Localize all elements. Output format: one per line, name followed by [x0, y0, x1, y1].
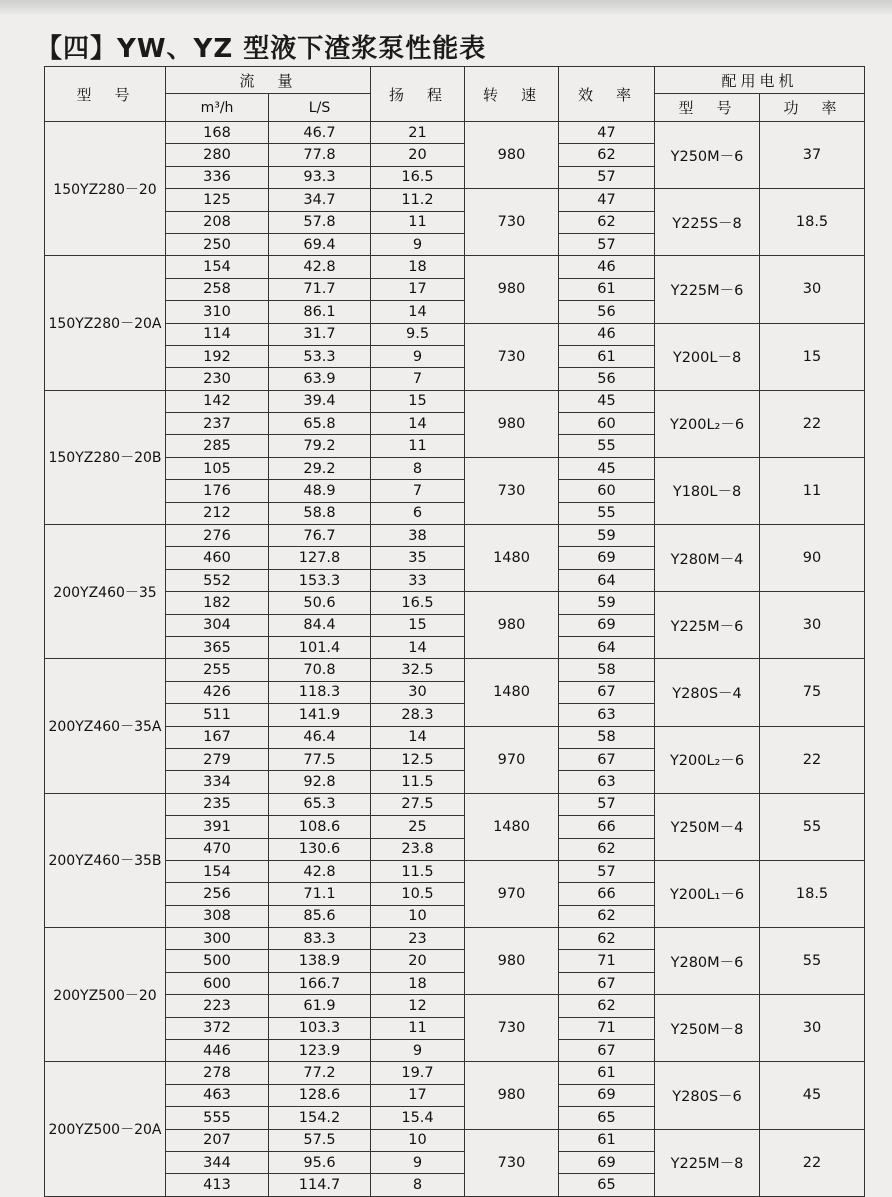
flow-ls-cell: 85.6 — [269, 905, 371, 927]
efficiency-cell: 71 — [559, 950, 655, 972]
flow-ls-cell: 29.2 — [269, 457, 371, 479]
table-row — [45, 928, 865, 950]
efficiency-cell: 64 — [559, 636, 655, 658]
head-cell: 32.5 — [371, 659, 465, 681]
flow-ls-cell: 65.3 — [269, 793, 371, 815]
efficiency-cell: 60 — [559, 480, 655, 502]
header-motor-model: 型 号 — [655, 94, 760, 122]
page-title: 【四】YW、YZ 型液下渣浆泵性能表 — [36, 34, 487, 64]
head-cell: 11 — [371, 435, 465, 457]
efficiency-cell: 59 — [559, 592, 655, 614]
motor-model-cell: Y250M－6 — [655, 122, 760, 189]
head-cell: 16.5 — [371, 592, 465, 614]
table-body — [45, 122, 865, 1197]
head-cell: 7 — [371, 480, 465, 502]
flow-ls-cell: 50.6 — [269, 592, 371, 614]
flow-ls-cell: 123.9 — [269, 1040, 371, 1062]
table-row — [45, 323, 865, 345]
head-cell: 10.5 — [371, 883, 465, 905]
head-cell: 6 — [371, 502, 465, 524]
efficiency-cell: 62 — [559, 144, 655, 166]
head-cell: 23 — [371, 928, 465, 950]
motor-model-cell: Y200L－8 — [655, 323, 760, 390]
flow-ls-cell: 42.8 — [269, 256, 371, 278]
efficiency-cell: 58 — [559, 659, 655, 681]
efficiency-cell: 67 — [559, 1040, 655, 1062]
flow-m3h-cell: 223 — [166, 995, 269, 1017]
motor-power-cell: 11 — [760, 457, 865, 524]
head-cell: 15 — [371, 614, 465, 636]
head-cell: 12 — [371, 995, 465, 1017]
efficiency-cell: 66 — [559, 883, 655, 905]
flow-m3h-cell: 413 — [166, 1174, 269, 1196]
efficiency-cell: 69 — [559, 1084, 655, 1106]
flow-ls-cell: 127.8 — [269, 547, 371, 569]
head-cell: 14 — [371, 413, 465, 435]
efficiency-cell: 61 — [559, 1129, 655, 1151]
motor-power-cell: 22 — [760, 390, 865, 457]
motor-model-cell: Y180L－8 — [655, 457, 760, 524]
flow-m3h-cell: 154 — [166, 860, 269, 882]
flow-m3h-cell: 255 — [166, 659, 269, 681]
efficiency-cell: 69 — [559, 547, 655, 569]
motor-power-cell: 75 — [760, 659, 865, 726]
flow-ls-cell: 93.3 — [269, 166, 371, 188]
flow-m3h-cell: 250 — [166, 233, 269, 255]
speed-cell: 730 — [465, 323, 559, 390]
motor-power-cell: 37 — [760, 122, 865, 189]
table-row — [45, 1062, 865, 1084]
flow-ls-cell: 101.4 — [269, 636, 371, 658]
flow-ls-cell: 42.8 — [269, 860, 371, 882]
head-cell: 14 — [371, 301, 465, 323]
table-row — [45, 390, 865, 412]
flow-ls-cell: 57.8 — [269, 211, 371, 233]
motor-power-cell: 55 — [760, 793, 865, 860]
flow-m3h-cell: 600 — [166, 972, 269, 994]
flow-m3h-cell: 278 — [166, 1062, 269, 1084]
flow-ls-cell: 130.6 — [269, 838, 371, 860]
table-row — [45, 592, 865, 614]
flow-m3h-cell: 279 — [166, 748, 269, 770]
pump-model-cell: 150YZ280－20 — [45, 122, 166, 256]
motor-model-cell: Y200L₁－6 — [655, 860, 760, 927]
motor-power-cell: 45 — [760, 1062, 865, 1129]
motor-power-cell: 90 — [760, 525, 865, 592]
flow-m3h-cell: 304 — [166, 614, 269, 636]
head-cell: 21 — [371, 122, 465, 144]
flow-m3h-cell: 237 — [166, 413, 269, 435]
motor-power-cell: 22 — [760, 1129, 865, 1196]
efficiency-cell: 65 — [559, 1174, 655, 1196]
table-row — [45, 256, 865, 278]
flow-m3h-cell: 552 — [166, 569, 269, 591]
efficiency-cell: 62 — [559, 995, 655, 1017]
table-row — [45, 793, 865, 815]
pump-model-cell: 200YZ460－35B — [45, 793, 166, 927]
flow-ls-cell: 79.2 — [269, 435, 371, 457]
flow-m3h-cell: 230 — [166, 368, 269, 390]
speed-cell: 730 — [465, 1129, 559, 1196]
flow-ls-cell: 154.2 — [269, 1107, 371, 1129]
efficiency-cell: 61 — [559, 278, 655, 300]
motor-model-cell: Y250M－4 — [655, 793, 760, 860]
head-cell: 20 — [371, 144, 465, 166]
flow-m3h-cell: 276 — [166, 525, 269, 547]
head-cell: 7 — [371, 368, 465, 390]
efficiency-cell: 45 — [559, 457, 655, 479]
flow-m3h-cell: 463 — [166, 1084, 269, 1106]
flow-ls-cell: 166.7 — [269, 972, 371, 994]
flow-m3h-cell: 114 — [166, 323, 269, 345]
head-cell: 30 — [371, 681, 465, 703]
flow-ls-cell: 57.5 — [269, 1129, 371, 1151]
efficiency-cell: 46 — [559, 323, 655, 345]
flow-ls-cell: 103.3 — [269, 1017, 371, 1039]
speed-cell: 970 — [465, 726, 559, 793]
table-row — [45, 122, 865, 144]
flow-m3h-cell: 285 — [166, 435, 269, 457]
header-model: 型 号 — [45, 67, 166, 122]
efficiency-cell: 57 — [559, 793, 655, 815]
head-cell: 27.5 — [371, 793, 465, 815]
motor-model-cell: Y225S－8 — [655, 189, 760, 256]
table-row — [45, 189, 865, 211]
motor-power-cell: 55 — [760, 928, 865, 995]
efficiency-cell: 55 — [559, 435, 655, 457]
motor-model-cell: Y200L₂－6 — [655, 726, 760, 793]
motor-power-cell: 30 — [760, 995, 865, 1062]
flow-m3h-cell: 344 — [166, 1151, 269, 1173]
efficiency-cell: 59 — [559, 525, 655, 547]
flow-ls-cell: 69.4 — [269, 233, 371, 255]
motor-power-cell: 18.5 — [760, 189, 865, 256]
speed-cell: 730 — [465, 995, 559, 1062]
performance-table — [44, 66, 865, 1197]
flow-m3h-cell: 167 — [166, 726, 269, 748]
motor-model-cell: Y280M－4 — [655, 525, 760, 592]
head-cell: 17 — [371, 1084, 465, 1106]
efficiency-cell: 61 — [559, 345, 655, 367]
efficiency-cell: 67 — [559, 748, 655, 770]
head-cell: 11 — [371, 1017, 465, 1039]
flow-ls-cell: 83.3 — [269, 928, 371, 950]
efficiency-cell: 64 — [559, 569, 655, 591]
header-flow-ls: L/S — [269, 94, 371, 122]
flow-m3h-cell: 336 — [166, 166, 269, 188]
head-cell: 9 — [371, 233, 465, 255]
speed-cell: 730 — [465, 189, 559, 256]
flow-ls-cell: 153.3 — [269, 569, 371, 591]
motor-model-cell: Y280S－6 — [655, 1062, 760, 1129]
motor-model-cell: Y225M－6 — [655, 592, 760, 659]
table-row — [45, 726, 865, 748]
flow-m3h-cell: 511 — [166, 704, 269, 726]
efficiency-cell: 61 — [559, 1062, 655, 1084]
flow-ls-cell: 92.8 — [269, 771, 371, 793]
head-cell: 9 — [371, 345, 465, 367]
flow-m3h-cell: 258 — [166, 278, 269, 300]
head-cell: 18 — [371, 972, 465, 994]
speed-cell: 980 — [465, 390, 559, 457]
speed-cell: 730 — [465, 457, 559, 524]
motor-power-cell: 22 — [760, 726, 865, 793]
head-cell: 20 — [371, 950, 465, 972]
head-cell: 33 — [371, 569, 465, 591]
flow-ls-cell: 34.7 — [269, 189, 371, 211]
efficiency-cell: 62 — [559, 838, 655, 860]
flow-ls-cell: 71.1 — [269, 883, 371, 905]
flow-m3h-cell: 446 — [166, 1040, 269, 1062]
motor-model-cell: Y250M－8 — [655, 995, 760, 1062]
motor-power-cell: 18.5 — [760, 860, 865, 927]
flow-ls-cell: 65.8 — [269, 413, 371, 435]
head-cell: 19.7 — [371, 1062, 465, 1084]
flow-m3h-cell: 280 — [166, 144, 269, 166]
motor-power-cell: 30 — [760, 256, 865, 323]
flow-m3h-cell: 142 — [166, 390, 269, 412]
head-cell: 35 — [371, 547, 465, 569]
flow-m3h-cell: 310 — [166, 301, 269, 323]
efficiency-cell: 71 — [559, 1017, 655, 1039]
head-cell: 11.2 — [371, 189, 465, 211]
flow-m3h-cell: 154 — [166, 256, 269, 278]
flow-ls-cell: 76.7 — [269, 525, 371, 547]
efficiency-cell: 56 — [559, 301, 655, 323]
efficiency-cell: 67 — [559, 972, 655, 994]
head-cell: 25 — [371, 816, 465, 838]
flow-m3h-cell: 125 — [166, 189, 269, 211]
efficiency-cell: 58 — [559, 726, 655, 748]
head-cell: 38 — [371, 525, 465, 547]
flow-m3h-cell: 192 — [166, 345, 269, 367]
flow-m3h-cell: 391 — [166, 816, 269, 838]
flow-ls-cell: 46.7 — [269, 122, 371, 144]
flow-m3h-cell: 168 — [166, 122, 269, 144]
speed-cell: 980 — [465, 928, 559, 995]
flow-ls-cell: 77.8 — [269, 144, 371, 166]
flow-m3h-cell: 334 — [166, 771, 269, 793]
flow-ls-cell: 46.4 — [269, 726, 371, 748]
flow-m3h-cell: 460 — [166, 547, 269, 569]
pump-model-cell: 150YZ280－20A — [45, 256, 166, 390]
motor-power-cell: 30 — [760, 592, 865, 659]
speed-cell: 980 — [465, 256, 559, 323]
flow-m3h-cell: 470 — [166, 838, 269, 860]
head-cell: 14 — [371, 726, 465, 748]
efficiency-cell: 69 — [559, 614, 655, 636]
header-efficiency: 效 率 — [559, 67, 655, 122]
pump-model-cell: 150YZ280－20B — [45, 390, 166, 524]
head-cell: 9 — [371, 1040, 465, 1062]
table-row — [45, 860, 865, 882]
efficiency-cell: 67 — [559, 681, 655, 703]
efficiency-cell: 62 — [559, 211, 655, 233]
head-cell: 17 — [371, 278, 465, 300]
header-flow-m3h: m³/h — [166, 94, 269, 122]
header-flow: 流 量 — [166, 67, 371, 94]
flow-ls-cell: 48.9 — [269, 480, 371, 502]
header-motor-power: 功 率 — [760, 94, 865, 122]
flow-m3h-cell: 555 — [166, 1107, 269, 1129]
flow-m3h-cell: 365 — [166, 636, 269, 658]
motor-power-cell: 15 — [760, 323, 865, 390]
table-row — [45, 659, 865, 681]
head-cell: 11.5 — [371, 771, 465, 793]
flow-ls-cell: 128.6 — [269, 1084, 371, 1106]
flow-m3h-cell: 212 — [166, 502, 269, 524]
head-cell: 15 — [371, 390, 465, 412]
head-cell: 10 — [371, 905, 465, 927]
pump-model-cell: 200YZ500－20 — [45, 928, 166, 1062]
head-cell: 12.5 — [371, 748, 465, 770]
efficiency-cell: 45 — [559, 390, 655, 412]
efficiency-cell: 57 — [559, 166, 655, 188]
table-row — [45, 995, 865, 1017]
flow-ls-cell: 108.6 — [269, 816, 371, 838]
flow-ls-cell: 114.7 — [269, 1174, 371, 1196]
flow-ls-cell: 39.4 — [269, 390, 371, 412]
head-cell: 28.3 — [371, 704, 465, 726]
flow-m3h-cell: 308 — [166, 905, 269, 927]
efficiency-cell: 55 — [559, 502, 655, 524]
flow-m3h-cell: 235 — [166, 793, 269, 815]
head-cell: 11 — [371, 211, 465, 233]
efficiency-cell: 62 — [559, 928, 655, 950]
efficiency-cell: 57 — [559, 233, 655, 255]
pump-model-cell: 200YZ500－20A — [45, 1062, 166, 1196]
motor-model-cell: Y280S－4 — [655, 659, 760, 726]
head-cell: 11.5 — [371, 860, 465, 882]
flow-m3h-cell: 182 — [166, 592, 269, 614]
flow-m3h-cell: 500 — [166, 950, 269, 972]
flow-ls-cell: 53.3 — [269, 345, 371, 367]
efficiency-cell: 47 — [559, 122, 655, 144]
flow-ls-cell: 86.1 — [269, 301, 371, 323]
flow-ls-cell: 141.9 — [269, 704, 371, 726]
flow-ls-cell: 71.7 — [269, 278, 371, 300]
head-cell: 18 — [371, 256, 465, 278]
header-speed: 转 速 — [465, 67, 559, 122]
speed-cell: 980 — [465, 122, 559, 189]
speed-cell: 1480 — [465, 525, 559, 592]
flow-m3h-cell: 372 — [166, 1017, 269, 1039]
speed-cell: 1480 — [465, 793, 559, 860]
page-top-edge — [0, 0, 892, 14]
flow-m3h-cell: 300 — [166, 928, 269, 950]
efficiency-cell: 69 — [559, 1151, 655, 1173]
header-motor: 配用电机 — [655, 67, 865, 94]
pump-model-cell: 200YZ460－35 — [45, 525, 166, 659]
speed-cell: 970 — [465, 860, 559, 927]
pump-model-cell: 200YZ460－35A — [45, 659, 166, 793]
flow-ls-cell: 77.2 — [269, 1062, 371, 1084]
head-cell: 9 — [371, 1151, 465, 1173]
flow-ls-cell: 31.7 — [269, 323, 371, 345]
flow-ls-cell: 63.9 — [269, 368, 371, 390]
efficiency-cell: 56 — [559, 368, 655, 390]
flow-m3h-cell: 256 — [166, 883, 269, 905]
flow-m3h-cell: 426 — [166, 681, 269, 703]
flow-ls-cell: 138.9 — [269, 950, 371, 972]
efficiency-cell: 65 — [559, 1107, 655, 1129]
head-cell: 8 — [371, 1174, 465, 1196]
efficiency-cell: 63 — [559, 771, 655, 793]
efficiency-cell: 46 — [559, 256, 655, 278]
table-row — [45, 1129, 865, 1151]
motor-model-cell: Y225M－8 — [655, 1129, 760, 1196]
flow-ls-cell: 70.8 — [269, 659, 371, 681]
flow-m3h-cell: 208 — [166, 211, 269, 233]
motor-model-cell: Y225M－6 — [655, 256, 760, 323]
speed-cell: 1480 — [465, 659, 559, 726]
efficiency-cell: 57 — [559, 860, 655, 882]
flow-m3h-cell: 207 — [166, 1129, 269, 1151]
head-cell: 23.8 — [371, 838, 465, 860]
head-cell: 16.5 — [371, 166, 465, 188]
flow-m3h-cell: 176 — [166, 480, 269, 502]
efficiency-cell: 47 — [559, 189, 655, 211]
head-cell: 14 — [371, 636, 465, 658]
efficiency-cell: 63 — [559, 704, 655, 726]
flow-ls-cell: 118.3 — [269, 681, 371, 703]
header-head: 扬 程 — [371, 67, 465, 122]
table-row — [45, 457, 865, 479]
head-cell: 15.4 — [371, 1107, 465, 1129]
flow-ls-cell: 61.9 — [269, 995, 371, 1017]
head-cell: 8 — [371, 457, 465, 479]
motor-model-cell: Y200L₂－6 — [655, 390, 760, 457]
efficiency-cell: 62 — [559, 905, 655, 927]
flow-ls-cell: 84.4 — [269, 614, 371, 636]
efficiency-cell: 60 — [559, 413, 655, 435]
flow-m3h-cell: 105 — [166, 457, 269, 479]
motor-model-cell: Y280M－6 — [655, 928, 760, 995]
head-cell: 10 — [371, 1129, 465, 1151]
flow-ls-cell: 58.8 — [269, 502, 371, 524]
table-row — [45, 525, 865, 547]
speed-cell: 980 — [465, 1062, 559, 1129]
flow-ls-cell: 95.6 — [269, 1151, 371, 1173]
speed-cell: 980 — [465, 592, 559, 659]
flow-ls-cell: 77.5 — [269, 748, 371, 770]
head-cell: 9.5 — [371, 323, 465, 345]
efficiency-cell: 66 — [559, 816, 655, 838]
